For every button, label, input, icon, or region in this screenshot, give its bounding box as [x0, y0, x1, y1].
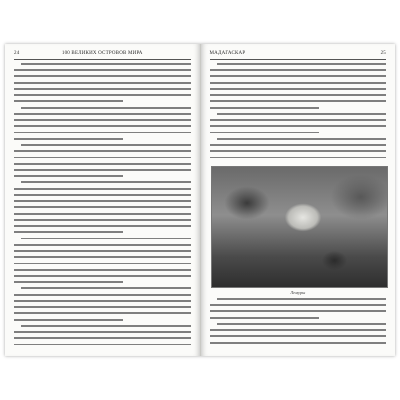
text-line	[210, 132, 319, 134]
text-line	[14, 88, 191, 90]
text-line	[14, 150, 191, 152]
text-line	[21, 238, 191, 240]
text-line	[210, 342, 387, 344]
text-line	[14, 269, 191, 271]
text-line	[210, 75, 387, 77]
text-line	[14, 138, 123, 140]
text-line	[14, 206, 191, 208]
left-running-title: 100 ВЕЛИКИХ ОСТРОВОВ МИРА	[61, 51, 143, 56]
right-body-text-top	[210, 63, 387, 163]
text-line	[14, 163, 191, 165]
text-line	[14, 69, 191, 71]
text-line	[14, 175, 123, 177]
text-line	[210, 107, 319, 109]
left-page	[5, 44, 201, 356]
text-line	[210, 88, 387, 90]
text-line	[21, 63, 191, 65]
left-running-header	[14, 50, 191, 60]
text-line	[14, 344, 191, 346]
text-line	[14, 200, 191, 202]
text-line	[14, 256, 191, 258]
text-line	[14, 213, 191, 215]
text-line	[14, 306, 191, 308]
text-line	[217, 63, 387, 65]
text-line	[14, 244, 191, 246]
text-line	[21, 181, 191, 183]
text-line	[14, 219, 191, 221]
text-line	[210, 304, 387, 306]
text-line	[14, 312, 191, 314]
book-spread	[5, 44, 395, 356]
text-line	[21, 325, 191, 327]
text-line	[210, 144, 387, 146]
text-line	[14, 125, 191, 127]
text-line	[210, 329, 387, 331]
text-line	[210, 150, 387, 152]
text-line	[210, 100, 387, 102]
text-line	[21, 107, 191, 109]
text-line	[210, 310, 387, 312]
right-page-number: 25	[380, 51, 386, 56]
text-line	[14, 132, 191, 134]
text-line	[21, 287, 191, 289]
text-line	[14, 100, 123, 102]
right-running-title: МАДАГАСКАР	[209, 51, 246, 56]
right-page	[201, 44, 396, 356]
text-line	[14, 169, 191, 171]
lemurs-photo	[211, 166, 388, 288]
text-line	[210, 69, 387, 71]
text-line	[14, 263, 191, 265]
text-line	[217, 138, 387, 140]
text-line	[14, 225, 191, 227]
text-line	[14, 113, 191, 115]
right-running-header	[210, 50, 387, 60]
text-line	[14, 157, 191, 159]
text-line	[210, 125, 387, 127]
text-line	[217, 323, 387, 325]
text-line	[14, 188, 191, 190]
text-line	[210, 157, 387, 159]
left-body-text	[14, 63, 191, 350]
text-line	[14, 319, 123, 321]
right-body-text-bottom	[210, 298, 387, 348]
text-line	[14, 194, 191, 196]
text-line	[14, 294, 191, 296]
text-line	[210, 119, 387, 121]
photo-caption: Лемуры	[290, 290, 306, 295]
text-line	[210, 317, 319, 319]
text-line	[14, 94, 191, 96]
text-line	[14, 75, 191, 77]
text-line	[217, 113, 387, 115]
text-line	[210, 335, 387, 337]
text-line	[14, 300, 191, 302]
text-line	[14, 331, 191, 333]
left-page-number: 24	[14, 51, 20, 56]
text-line	[14, 119, 191, 121]
text-line	[14, 275, 191, 277]
text-line	[21, 144, 191, 146]
text-line	[14, 281, 123, 283]
text-line	[217, 298, 387, 300]
text-line	[210, 82, 387, 84]
text-line	[14, 250, 191, 252]
text-line	[14, 82, 191, 84]
text-line	[14, 337, 191, 339]
text-line	[14, 231, 123, 233]
text-line	[210, 94, 387, 96]
